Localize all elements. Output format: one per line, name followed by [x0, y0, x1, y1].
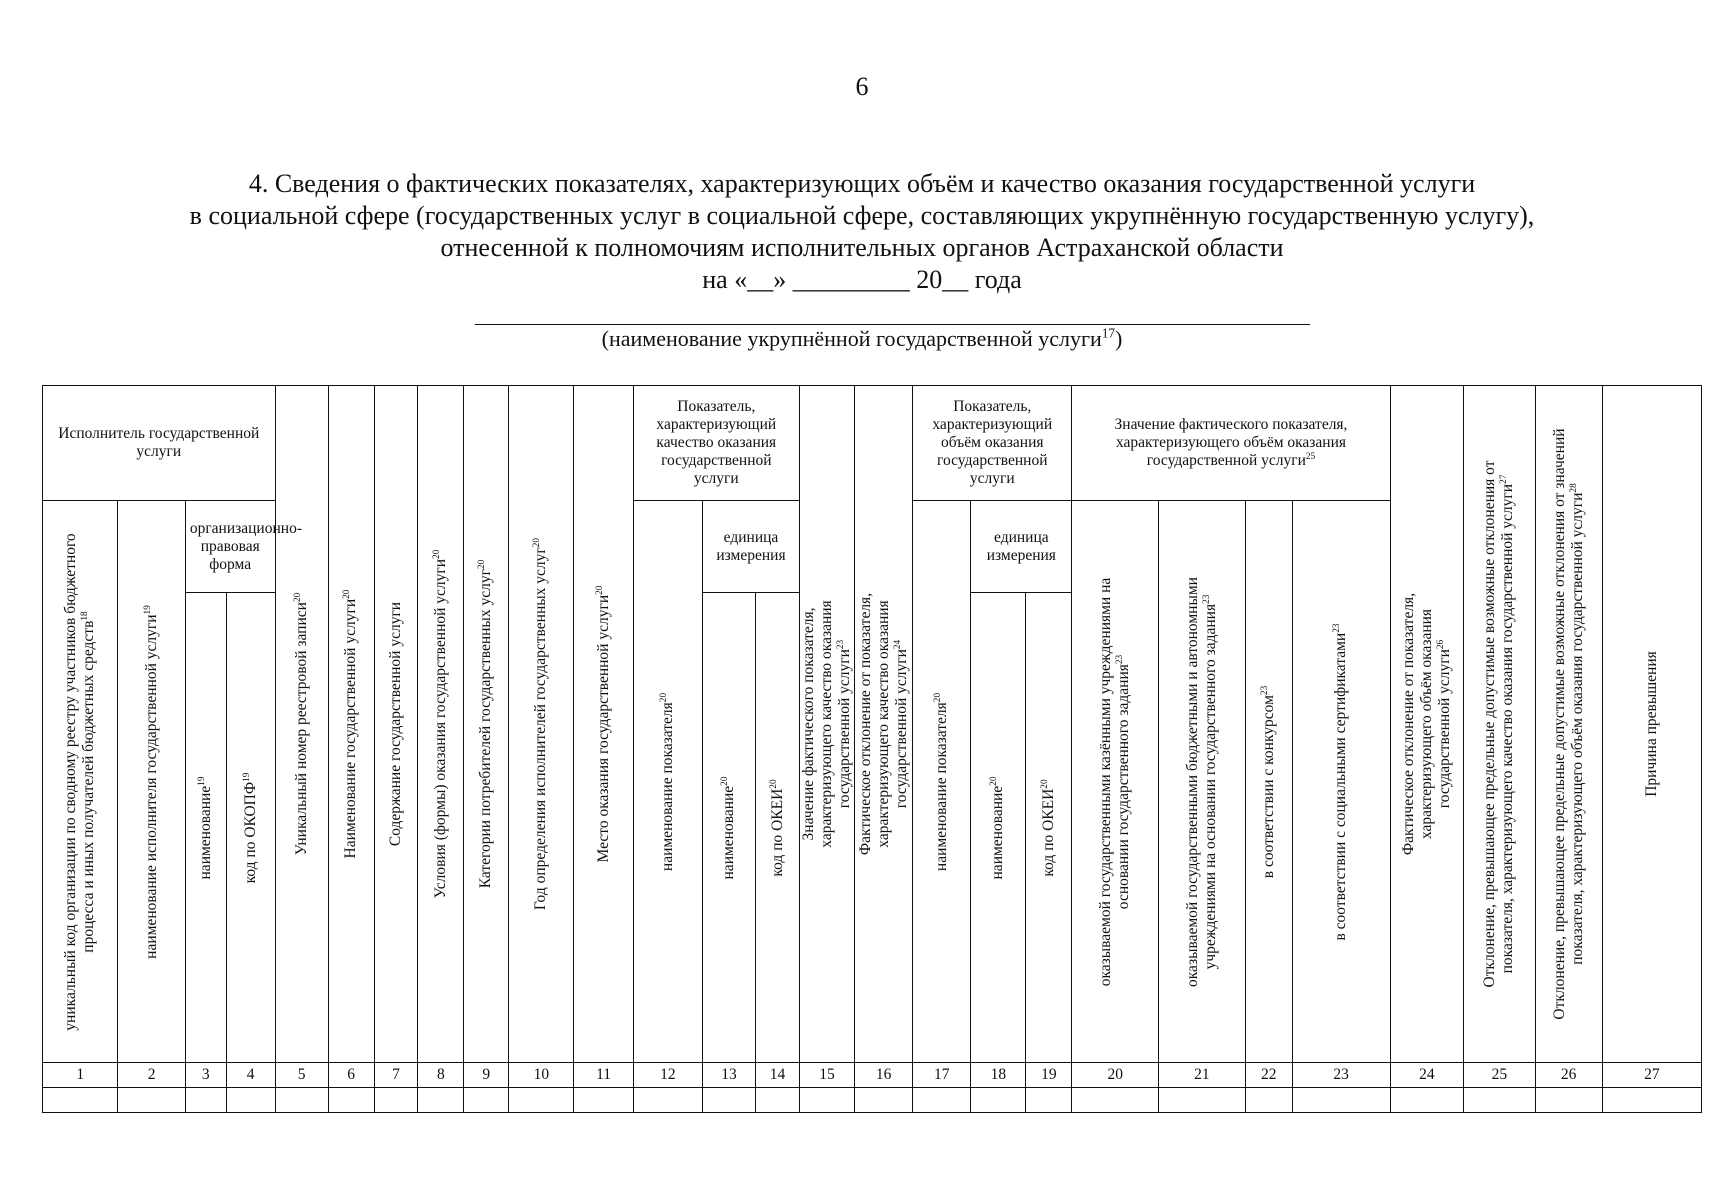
col-number: 13: [703, 1063, 756, 1088]
col-25-header: Отклонение, превышающее предельные допустимые возможные отклонения от показателя, характеризующего качество оказания государственной услуги$^{27}$: [1464, 386, 1535, 1063]
col-number: 1: [43, 1063, 118, 1088]
col-12-header: наименование показателя$^{20}$: [633, 501, 702, 1063]
empty-cell: [43, 1088, 118, 1113]
col-10-header: Год определения исполнителей государственных услуг$^{20}$: [509, 386, 574, 1063]
col-17-header: наименование показателя$^{20}$: [913, 501, 971, 1063]
col-number: 15: [799, 1063, 854, 1088]
empty-cell: [1535, 1088, 1602, 1113]
col-23-header: в соответствии с социальными сертификатами$^{23}$: [1292, 501, 1390, 1063]
col-14-header: код по ОКЕИ$^{20}$: [756, 593, 800, 1063]
col-2-header: наименование исполнителя государственной услуги$^{19}$: [118, 501, 185, 1063]
empty-cell: [703, 1088, 756, 1113]
col-11-header: Место оказания государственной услуги$^{20}$: [574, 386, 633, 1063]
col-1-header: уникальный код организации по сводному реестру участников бюджетного процесса и иных получателей бюджетных средств$^{18}$: [43, 501, 118, 1063]
col-number: 22: [1245, 1063, 1292, 1088]
col-6-header: Наименование государственной услуги$^{20}$: [328, 386, 374, 1063]
empty-cell: [275, 1088, 328, 1113]
col-21-header: оказываемой государственными бюджетными и автономными учреждениями на основании государственного задания$^{23}$: [1159, 501, 1246, 1063]
empty-cell: [574, 1088, 633, 1113]
empty-cell: [1026, 1088, 1072, 1113]
empty-cell: [913, 1088, 971, 1113]
table-row: [43, 1088, 1702, 1113]
empty-cell: [756, 1088, 800, 1113]
col-number: 17: [913, 1063, 971, 1088]
col-20-header: оказываемой государственными казёнными учреждениями на основании государственного задания$^{23}$: [1072, 501, 1159, 1063]
empty-cell: [185, 1088, 226, 1113]
empty-cell: [118, 1088, 185, 1113]
col-16-header: Фактическое отклонение от показателя, характеризующего качество оказания государственной услуги$^{24}$: [855, 386, 913, 1063]
empty-cell: [1602, 1088, 1701, 1113]
col-number: 6: [328, 1063, 374, 1088]
form-title: [0, 168, 1724, 296]
col-number: 10: [509, 1063, 574, 1088]
col-19-header: код по ОКЕИ$^{20}$: [1026, 593, 1072, 1063]
group-quality-unit: единица измерения: [703, 501, 800, 593]
column-number-row: [43, 1063, 1702, 1088]
empty-cell: [509, 1088, 574, 1113]
empty-cell: [1245, 1088, 1292, 1113]
col-number: 5: [275, 1063, 328, 1088]
col-number: 4: [226, 1063, 275, 1088]
empty-cell: [971, 1088, 1026, 1113]
service-name-caption: (наименование укрупнённой государственной услуги$^{17}$): [601, 325, 1123, 351]
group-executor: Исполнитель государственной услуги: [43, 386, 276, 501]
col-number: 24: [1390, 1063, 1463, 1088]
col-13-header: наименование$^{20}$: [703, 593, 756, 1063]
col-number: 20: [1072, 1063, 1159, 1088]
title-line-1: 4. Сведения о фактических показателях, характеризующих объём и качество оказания государственной услуги: [248, 169, 1476, 198]
col-22-header: в соответствии с конкурсом$^{23}$: [1245, 501, 1292, 1063]
empty-cell: [799, 1088, 854, 1113]
col-7-header: Содержание государственной услуги: [374, 386, 418, 1063]
col-number: 19: [1026, 1063, 1072, 1088]
service-name-blank-line: [475, 324, 1310, 325]
col-8-header: Условия (формы) оказания государственной услуги$^{20}$: [418, 386, 464, 1063]
title-line-2: в социальной сфере (государственных услуг в социальной сфере, составляющих укрупнённую государственную услугу),: [189, 201, 1535, 230]
col-24-header: Фактическое отклонение от показателя, характеризующего объём оказания государственной услуги$^{26}$: [1390, 386, 1463, 1063]
col-26-header: Отклонение, превышающее предельные допустимые возможные отклонения от значений показателя, характеризующего объём оказания государственной услуги$^{28}$: [1535, 386, 1602, 1063]
col-number: 11: [574, 1063, 633, 1088]
empty-cell: [855, 1088, 913, 1113]
col-number: 9: [464, 1063, 509, 1088]
col-number: 3: [185, 1063, 226, 1088]
col-18-header: наименование$^{20}$: [971, 593, 1026, 1063]
col-number: 27: [1602, 1063, 1701, 1088]
col-number: 23: [1292, 1063, 1390, 1088]
empty-cell: [418, 1088, 464, 1113]
group-org-form: организационно-правовая форма: [185, 501, 275, 593]
empty-cell: [1464, 1088, 1535, 1113]
empty-cell: [1159, 1088, 1246, 1113]
empty-cell: [464, 1088, 509, 1113]
group-volume-indicator: Показатель, характеризующий объём оказания государственной услуги: [913, 386, 1072, 501]
col-5-header: Уникальный номер реестровой записи$^{20}$: [275, 386, 328, 1063]
empty-cell: [1292, 1088, 1390, 1113]
col-4-header: код по ОКОПФ$^{19}$: [226, 593, 275, 1063]
col-number: 25: [1464, 1063, 1535, 1088]
group-volume-unit: единица измерения: [971, 501, 1072, 593]
col-number: 2: [118, 1063, 185, 1088]
empty-cell: [374, 1088, 418, 1113]
col-number: 7: [374, 1063, 418, 1088]
empty-cell: [1390, 1088, 1463, 1113]
group-volume-value: Значение фактического показателя, характеризующего объём оказания государственной услуги$^{25}$: [1072, 386, 1390, 501]
empty-cell: [633, 1088, 702, 1113]
col-number: 12: [633, 1063, 702, 1088]
col-number: 16: [855, 1063, 913, 1088]
empty-cell: [226, 1088, 275, 1113]
col-15-header: Значение фактического показателя, характеризующего качество оказания государственной услуги$^{23}$: [799, 386, 854, 1063]
col-number: 8: [418, 1063, 464, 1088]
col-3-header: наименование$^{19}$: [185, 593, 226, 1063]
empty-cell: [328, 1088, 374, 1113]
col-27-header: Причина превышения: [1602, 386, 1701, 1063]
empty-cell: [1072, 1088, 1159, 1113]
col-number: 14: [756, 1063, 800, 1088]
page-number: 6: [855, 72, 869, 101]
col-number: 26: [1535, 1063, 1602, 1088]
group-quality-indicator: Показатель, характеризующий качество оказания государственной услуги: [633, 386, 799, 501]
col-number: 21: [1159, 1063, 1246, 1088]
title-line-3: отнесенной к полномочиям исполнительных органов Астраханской области: [440, 233, 1284, 262]
col-9-header: Категории потребителей государственных услуг$^{20}$: [464, 386, 509, 1063]
col-number: 18: [971, 1063, 1026, 1088]
indicators-table: [42, 385, 1702, 1113]
title-date-line: на «__» _________ 20__ года: [702, 265, 1022, 294]
